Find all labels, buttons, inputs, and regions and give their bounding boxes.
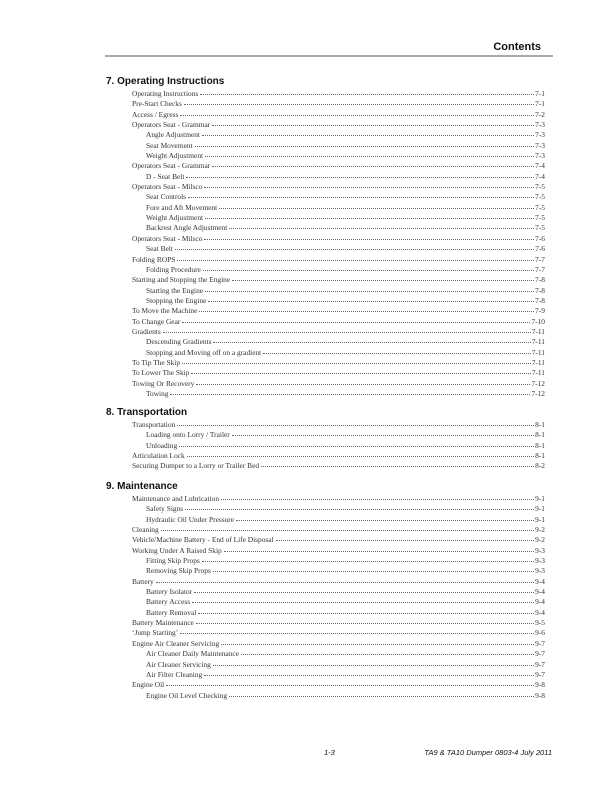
toc-entry-title: Battery Maintenance	[132, 618, 194, 628]
toc-entry-page: 7-5	[535, 223, 545, 233]
toc-entry-page: 8-1	[535, 451, 545, 461]
dot-leader	[166, 685, 534, 686]
toc-entry-page: 9-4	[535, 597, 545, 607]
toc-entry-title: Towing Or Recovery	[132, 378, 195, 388]
toc-entry-page: 7-5	[535, 182, 545, 192]
toc-entry-title: Weight Adjustment	[146, 213, 204, 223]
toc-entry-title: Engine Oil Level Checking	[146, 690, 228, 700]
dot-leader	[232, 435, 534, 436]
toc-entry-title: Transportation	[132, 420, 176, 429]
toc-entry-title: To Tip The Skip	[132, 357, 181, 367]
toc-entry-page: 9-1	[535, 504, 545, 514]
toc-entry-title: Cleaning	[132, 525, 159, 535]
toc-entry[interactable]	[106, 182, 545, 192]
toc-entry-page: 7-1	[535, 89, 545, 98]
toc-entry[interactable]	[106, 130, 545, 140]
toc-entry-title: Battery Access	[146, 597, 191, 607]
toc-entry-title: Unloading	[146, 440, 178, 450]
dot-leader	[276, 540, 535, 541]
toc-entry-title: Removing Skip Props	[146, 566, 211, 576]
toc-entry[interactable]	[106, 546, 545, 556]
toc-entry[interactable]	[106, 255, 545, 265]
dot-leader	[205, 291, 534, 292]
dot-leader	[156, 582, 534, 583]
dot-leader	[232, 280, 534, 281]
toc-entry-title: Seat Belt	[146, 244, 173, 254]
toc-entry[interactable]	[106, 368, 545, 378]
toc-entry-page: 7-1	[535, 99, 545, 109]
toc-entry[interactable]	[106, 535, 545, 545]
toc-entry[interactable]	[106, 358, 545, 368]
toc-entry-title: D - Seat Belt	[146, 171, 185, 181]
toc-entry-title: Operators Seat - Grammar	[132, 161, 211, 171]
toc-entry-title: Seat Movement	[146, 140, 193, 150]
dot-leader	[199, 311, 534, 312]
header-rule	[105, 55, 553, 57]
toc-entry-title: Fore and Aft Movement	[146, 202, 218, 212]
toc-entry[interactable]	[106, 161, 545, 171]
toc-entry[interactable]	[106, 515, 545, 525]
toc-entry-page: 9-7	[535, 638, 545, 648]
dot-leader	[177, 260, 534, 261]
toc-entry-title: Operators Seat - Milsco	[132, 182, 203, 192]
toc-entry[interactable]	[106, 494, 545, 504]
dot-leader	[188, 197, 534, 198]
toc-entry-page: 7-4	[535, 171, 545, 181]
dot-leader	[161, 530, 534, 531]
toc-entry-page: 7-6	[535, 233, 545, 243]
toc-entry[interactable]	[106, 379, 545, 389]
dot-leader	[221, 644, 534, 645]
toc-entry[interactable]	[106, 348, 545, 358]
toc-entry[interactable]	[106, 451, 545, 461]
toc-entry-title: ‘Jump Starting’	[132, 628, 179, 638]
toc-entry-title: Folding Procedure	[146, 264, 201, 274]
toc-entry[interactable]	[106, 504, 545, 514]
dot-leader	[229, 228, 534, 229]
toc-entry-page: 9-3	[535, 566, 545, 576]
toc-entry-title: Battery Removal	[146, 607, 197, 617]
toc-entry-page: 7-8	[535, 285, 545, 295]
toc-entry-title: Access / Egress	[132, 109, 179, 119]
toc-entry-title: Maintenance and Lubrication	[132, 494, 220, 503]
toc-entry[interactable]	[106, 587, 545, 597]
toc-entry-title: Weight Adjustment	[146, 151, 204, 161]
toc-entry-title: Seat Controls	[146, 192, 187, 202]
dot-leader	[202, 135, 534, 136]
toc-entry-page: 8-1	[535, 430, 545, 440]
toc-entry[interactable]	[106, 680, 545, 690]
toc-entry-page: 8-1	[535, 440, 545, 450]
toc-entry-title: Securing Dumper to a Lorry or Trailer Bed	[132, 461, 260, 471]
toc-entry[interactable]	[106, 461, 545, 471]
toc-entry[interactable]	[106, 151, 545, 161]
toc-entry[interactable]	[106, 275, 545, 285]
dot-leader	[192, 602, 534, 603]
toc-entry[interactable]	[106, 120, 545, 130]
toc-entry-title: Battery Isolator	[146, 587, 193, 597]
toc-entry-title: Engine Air Cleaner Servicing	[132, 638, 220, 648]
toc-entry-page: 9-1	[535, 514, 545, 524]
toc-entry[interactable]	[106, 525, 545, 535]
toc-entry-title: Operators Seat - Grammar	[132, 120, 211, 130]
toc-entry-title: To Lower The Skip	[132, 368, 190, 378]
dot-leader	[204, 675, 534, 676]
toc-entry[interactable]	[106, 203, 545, 213]
toc-section-8	[106, 407, 545, 472]
toc-entry[interactable]	[106, 172, 545, 182]
toc-entry-title: To Change Gear	[132, 316, 181, 326]
toc-entry-page: 7-5	[535, 192, 545, 202]
toc-entry-page: 7-7	[535, 264, 545, 274]
dot-leader	[194, 592, 534, 593]
toc-section-7	[106, 76, 545, 399]
toc-entry[interactable]	[106, 660, 545, 670]
toc-entry-title: Backrest Angle Adjustment	[146, 223, 228, 233]
dot-leader	[229, 696, 534, 697]
toc-entry-title: Angle Adjustment	[146, 130, 200, 140]
toc-entry[interactable]	[106, 306, 545, 316]
toc-entry[interactable]	[106, 597, 545, 607]
dot-leader	[187, 456, 534, 457]
dot-leader	[196, 623, 534, 624]
dot-leader	[204, 187, 534, 188]
toc-entry[interactable]	[106, 327, 545, 337]
toc-entry[interactable]	[106, 337, 545, 347]
toc-entry-page: 7-3	[535, 151, 545, 161]
dot-leader	[213, 665, 534, 666]
dot-leader	[195, 146, 535, 147]
toc-entry-title: Towing	[146, 388, 169, 398]
section-heading: 8. Transportation	[106, 407, 188, 418]
toc-entry-page: 7-11	[531, 347, 545, 357]
dot-leader	[205, 156, 534, 157]
dot-leader	[203, 270, 534, 271]
toc-entry-page: 9-8	[535, 680, 545, 690]
toc-entry-title: Stopping and Moving off on a gradient	[146, 347, 262, 357]
toc-entry-page: 7-5	[535, 202, 545, 212]
toc-entry-title: Air Cleaner Servicing	[146, 659, 211, 669]
toc-entry[interactable]	[106, 430, 545, 440]
dot-leader	[175, 249, 534, 250]
dot-leader	[221, 499, 534, 500]
toc-entry-page: 7-6	[535, 244, 545, 254]
toc-entry[interactable]	[106, 441, 545, 451]
toc-entry[interactable]	[106, 265, 545, 275]
toc-entry-title: Hydraulic Oil Under Pressure	[146, 514, 235, 524]
toc-entry[interactable]	[106, 649, 545, 659]
toc-entry[interactable]	[106, 566, 545, 576]
dot-leader	[241, 654, 534, 655]
dot-leader	[170, 394, 530, 395]
toc-entry-page: 7-4	[535, 161, 545, 171]
toc-entry[interactable]	[106, 110, 545, 120]
footer-document-title: TA9 & TA10 Dumper 0803-4 July 2011	[424, 748, 552, 757]
page-header-title: Contents	[493, 41, 541, 53]
toc-entry-page: 9-6	[535, 628, 545, 638]
toc-entry[interactable]	[106, 99, 545, 109]
toc-entry-page: 9-1	[535, 494, 545, 503]
toc-entry-page: 9-4	[535, 576, 545, 586]
toc-entry-page: 8-1	[535, 420, 545, 429]
toc-entry-title: Working Under A Raised Skip	[132, 545, 222, 555]
toc-entry-page: 7-9	[535, 306, 545, 316]
toc-entry-page: 7-10	[531, 316, 545, 326]
toc-entry-page: 9-5	[535, 618, 545, 628]
toc-entry[interactable]	[106, 223, 545, 233]
toc-entry[interactable]	[106, 244, 545, 254]
toc-entry[interactable]	[106, 141, 545, 151]
toc-entry-page: 7-11	[531, 337, 545, 347]
toc-entry-page: 8-2	[535, 461, 545, 471]
dot-leader	[185, 509, 534, 510]
toc-entry-page: 9-7	[535, 669, 545, 679]
toc-entry-page: 9-3	[535, 545, 545, 555]
dot-leader	[186, 177, 534, 178]
toc-entry-page: 7-7	[535, 254, 545, 264]
toc-entry-page: 7-12	[531, 378, 545, 388]
toc-entry-title: Battery	[132, 576, 154, 586]
toc-entry-page: 7-3	[535, 120, 545, 130]
section-heading: 9. Maintenance	[106, 481, 178, 492]
toc-entry[interactable]	[106, 639, 545, 649]
toc-entry-title: Safety Signs	[146, 504, 184, 514]
toc-entry-title: Starting the Engine	[146, 285, 204, 295]
toc-entry-title: Operating Instructions	[132, 89, 199, 98]
toc-entry-title: Loading onto Lorry / Trailer	[146, 430, 230, 440]
dot-leader	[180, 115, 534, 116]
toc-entry-title: Articulation Lock	[132, 451, 185, 461]
toc-entry-page: 7-11	[531, 326, 545, 336]
dot-leader	[212, 166, 534, 167]
dot-leader	[261, 466, 534, 467]
toc-entry-title: Fitting Skip Props	[146, 556, 200, 566]
toc-entry[interactable]	[106, 296, 545, 306]
toc-entry-title: Vehicle/Machine Battery - End of Life Disposal	[132, 535, 274, 545]
dot-leader	[219, 208, 534, 209]
toc-entry-page: 7-11	[531, 357, 545, 367]
dot-leader	[182, 322, 530, 323]
toc-entry-title: Gradients	[132, 326, 161, 336]
toc-entry-page: 7-3	[535, 140, 545, 150]
dot-leader	[196, 384, 530, 385]
toc-entry[interactable]	[106, 608, 545, 618]
dot-leader	[213, 571, 534, 572]
dot-leader	[182, 363, 531, 364]
dot-leader	[191, 373, 530, 374]
dot-leader	[208, 301, 534, 302]
toc-entry[interactable]	[106, 89, 545, 99]
toc-entry-title: Descending Gradients	[146, 337, 212, 347]
toc-entry[interactable]	[106, 670, 545, 680]
dot-leader	[263, 353, 530, 354]
dot-leader	[198, 613, 534, 614]
toc-entry-page: 7-12	[531, 388, 545, 398]
toc-entry-page: 9-7	[535, 649, 545, 659]
toc-entry-page: 9-8	[535, 690, 545, 700]
dot-leader	[202, 561, 534, 562]
dot-leader	[179, 446, 534, 447]
toc-entry-title: Air Filter Cleaning	[146, 669, 203, 679]
toc-entry-page: 9-2	[535, 535, 545, 545]
toc-entry-page: 9-4	[535, 607, 545, 617]
toc-entry[interactable]	[106, 420, 545, 430]
footer-page-number: 1-3	[324, 748, 335, 757]
toc-entry-title: Air Cleaner Daily Maintenance	[146, 649, 239, 659]
toc-entry-title: Starting and Stopping the Engine	[132, 275, 231, 285]
toc-entry[interactable]	[106, 618, 545, 628]
toc-entry-page: 7-8	[535, 295, 545, 305]
toc-entry-page: 7-2	[535, 109, 545, 119]
dot-leader	[213, 342, 530, 343]
toc-entry-title: Stopping the Engine	[146, 295, 207, 305]
toc-section-9	[106, 481, 545, 701]
toc-entry[interactable]	[106, 691, 545, 701]
toc-entry-page: 7-11	[531, 368, 545, 378]
dot-leader	[163, 332, 531, 333]
toc-entry[interactable]	[106, 556, 545, 566]
toc-entry[interactable]	[106, 213, 545, 223]
toc-entry-page: 9-3	[535, 556, 545, 566]
toc-entry-page: 7-5	[535, 213, 545, 223]
toc-entry[interactable]	[106, 577, 545, 587]
toc-entry-page: 7-3	[535, 130, 545, 140]
toc-entry[interactable]	[106, 192, 545, 202]
dot-leader	[204, 239, 534, 240]
dot-leader	[224, 551, 534, 552]
dot-leader	[180, 633, 534, 634]
section-heading: 7. Operating Instructions	[106, 76, 225, 87]
toc-entry-title: To Move the Machine	[132, 306, 198, 316]
toc-entry[interactable]	[106, 286, 545, 296]
toc-entry-page: 9-7	[535, 659, 545, 669]
dot-leader	[212, 125, 534, 126]
toc-entry-title: Pre-Start Checks	[132, 99, 182, 109]
toc-entry-title: Engine Oil	[132, 680, 165, 690]
toc-entry-title: Operators Seat - Milsco	[132, 233, 203, 243]
toc-entry[interactable]	[106, 628, 545, 638]
dot-leader	[184, 104, 534, 105]
dot-leader	[236, 520, 534, 521]
toc-entry-page: 9-4	[535, 587, 545, 597]
dot-leader	[205, 218, 534, 219]
toc-entry[interactable]	[106, 234, 545, 244]
toc-entry-title: Folding ROPS	[132, 254, 176, 264]
toc-entry[interactable]	[106, 317, 545, 327]
toc-entry-page: 7-8	[535, 275, 545, 285]
toc-entry-page: 9-2	[535, 525, 545, 535]
dot-leader	[200, 94, 534, 95]
toc-entry[interactable]	[106, 389, 545, 399]
dot-leader	[177, 425, 534, 426]
